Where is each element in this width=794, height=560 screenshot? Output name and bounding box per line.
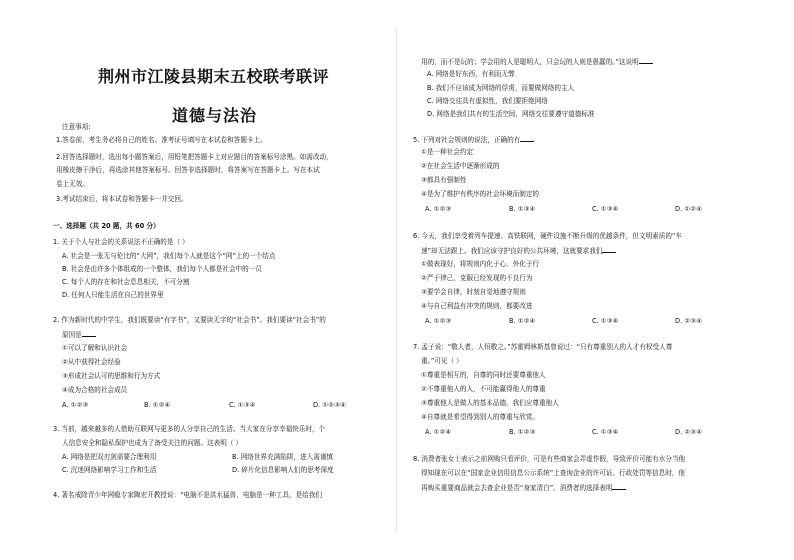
notice-line: 用橡皮擦干净后，再选涂其他答案标号。回答非选择题时，将答案写在答题卡上。写在本试 — [56, 166, 320, 174]
question-3-option-a: A. 网络是把双刃剑需要合理利用 — [62, 453, 157, 461]
choice-b: B. ①②④ — [509, 317, 536, 325]
question-2-item: ①可以了解和认识社会 — [62, 344, 128, 352]
question-5-item: ④是为了维护有秩序的社会环境而制定的 — [421, 190, 540, 198]
exam-subject: 道德与法治 — [172, 106, 258, 125]
choice-b: B. ①③④ — [509, 205, 536, 213]
section-heading: 一、选择题（共 20 题，共 60 分） — [53, 222, 160, 230]
question-6-stem: 6. 今天，我们享受着列车提速、高铁联网，硬件设施不断升级的优越条件，但文明素质的“车 — [413, 232, 682, 240]
notice-line: 1.答卷前，考生务必将自己的姓名、准考证号填写在本试卷和答题卡上。 — [56, 136, 267, 144]
notice-line: 3.考试结束后，将本试卷和答题卡一并交回。 — [56, 195, 188, 203]
question-6-item: ②严于律己，克服已经发现的不良行为 — [421, 274, 533, 282]
question-7-item: ①尊重是相互的，自尊的同时还要尊重他人 — [421, 371, 546, 379]
question-4-stem: 4. 著名戒除青少年网瘾专家陶宏开教授说：“电脑不是洪水猛兽，电脑是一种工具，是给我们 — [53, 491, 322, 499]
question-5-item: ③都具有强制性 — [421, 176, 467, 184]
notice-line: 2.回答选择题时，选出每小题答案后，用铅笔把答题卡上对应题目的答案标号涂黑。如需改动， — [56, 153, 333, 161]
choice-c: C. ①③④ — [592, 317, 619, 325]
question-4-option-d: D. 网络是我们共有的生活空间，网络交往要遵守道德标准 — [427, 110, 595, 118]
right-column — [397, 0, 794, 560]
choice-b: B. ①②③ — [509, 428, 536, 436]
choice-a: A. ①②④ — [425, 428, 452, 436]
question-4-option-a: A. 网络是好东西，有利而无弊 — [427, 70, 515, 78]
question-7-stem-cont: 重。”可见（ ） — [421, 357, 463, 365]
question-4-stem-cont: 用的，而不是玩的；学会用的人是聪明人，只会玩的人则是愚蠢的。”这说明 — [421, 57, 653, 66]
choice-b: B. ①②④ — [144, 401, 171, 409]
question-2-item: ④成为合格的社会成员 — [62, 386, 128, 394]
question-3-stem-cont: 人信息安全和隐私保护也成为了备受关注的问题。这表明（ ） — [62, 439, 243, 447]
question-6-stem-cont: 速”却无法跟上。我们应该守护良好的公共环境，这就要求我们 — [421, 246, 616, 255]
notice-heading: 注意事项: — [62, 123, 91, 131]
question-3-option-c: C. 沉迷网络影响学习工作和生活 — [62, 466, 157, 474]
choice-c: C. ①③④ — [229, 401, 256, 409]
exam-title: 荆州市江陵县期末五校联考联评 — [98, 67, 330, 86]
question-8-stem-cont: 得知现在可以在“国家企业信用信息公示系统”上查询企业的许可证、行政处罚等信息时，他 — [421, 469, 685, 477]
notice-line: 卷上无效。 — [56, 180, 89, 188]
question-1-option-c: C. 每个人的存在和社会息息相关，不可分割 — [62, 278, 190, 286]
question-2-item: ③形成社会认可的思维和行为方式 — [62, 372, 161, 380]
question-4-option-c: C. 网络交往具有虚拟性，我们要拒绝网络 — [427, 97, 548, 105]
choice-d: D. ①②④ — [675, 205, 703, 213]
question-1-option-b: B. 社会是由许多个体组成的一个整体，我们每个人都是社会中的一员 — [62, 265, 262, 273]
question-6-item: ④与自己利益有冲突的规则，都要改进 — [421, 302, 533, 310]
question-4-option-b: B. 我们不应该成为网络的俘虏，而要做网络的主人 — [427, 84, 575, 92]
choice-d: D. ②③④ — [675, 428, 703, 436]
question-1-stem: 1. 关于个人与社会的关系说法不正确的是（ ） — [53, 238, 189, 246]
question-3-option-b: B. 网络世界充满陷阱，进入需谨慎 — [232, 453, 334, 461]
question-7-item: ③尊重他人是做人的基本品德，我们应尊重他人 — [421, 399, 559, 407]
question-3-option-d: D. 碎片化信息影响人们的思考深度 — [232, 466, 334, 474]
question-5-stem: 5. 下列对社会规则的说法，正确的有 — [413, 135, 534, 144]
question-3-stem: 3. 当前，越来越多的人借助互联网与更多的人分享自己的生活。当大家在分享幸福快乐时，个 — [53, 425, 326, 433]
question-7-item: ②不尊重他人的人，不可能赢得他人的尊重 — [421, 385, 546, 393]
question-7-item: ④自尊就是希望得到别人的尊重与欣赏。 — [421, 413, 540, 421]
question-7-stem: 7. 孟子说：“敬人者，人恒敬之。”苏霍姆林斯基曾说过：“只有尊重别人的人才有权受人尊 — [413, 343, 673, 351]
question-8-stem: 8. 消费者张女士表示之前网购只看评价，可是有些商家会弄虚作假，导致评价可能有水分当他 — [413, 455, 686, 463]
question-5-item: ②在社会生活中逐渐形成的 — [421, 162, 500, 170]
question-6-item: ③要学会自律，时刻自觉地遵守规则 — [421, 288, 526, 296]
choice-a: A. ①②③ — [62, 401, 89, 409]
question-2-stem-cont: 原因是 — [62, 330, 96, 339]
question-1-option-a: A. 社会是一张无与伦比的“大网”，我们每个人就是这个“网”上的一个结点 — [62, 252, 276, 260]
question-1-option-d: D. 任何人只能生活在自己的世界里 — [62, 291, 164, 299]
question-2-item: ②从中获得社会经验 — [62, 358, 121, 366]
choice-a: A. ①②③ — [425, 317, 452, 325]
choice-a: A. ①②③ — [425, 205, 452, 213]
choice-c: C. ①③④ — [592, 428, 619, 436]
question-6-item: ①做表现好，将规则内化于心、外化于行 — [421, 260, 540, 268]
choice-d: D. ①②③④ — [313, 401, 346, 409]
choice-c: C. ①③④ — [592, 205, 619, 213]
question-8-stem-cont: 再购买重要商品就会去查企业是否“身家清白”。消费者的选择表明 — [421, 483, 626, 492]
question-5-item: ①是一种社会约定 — [421, 148, 474, 156]
choice-d: D. ②③④ — [675, 317, 703, 325]
question-2-stem: 2. 作为新时代的中学生，我们既要读“有字书”，又要读无字的“社会书”。我们要读“社会书”的 — [53, 316, 326, 324]
